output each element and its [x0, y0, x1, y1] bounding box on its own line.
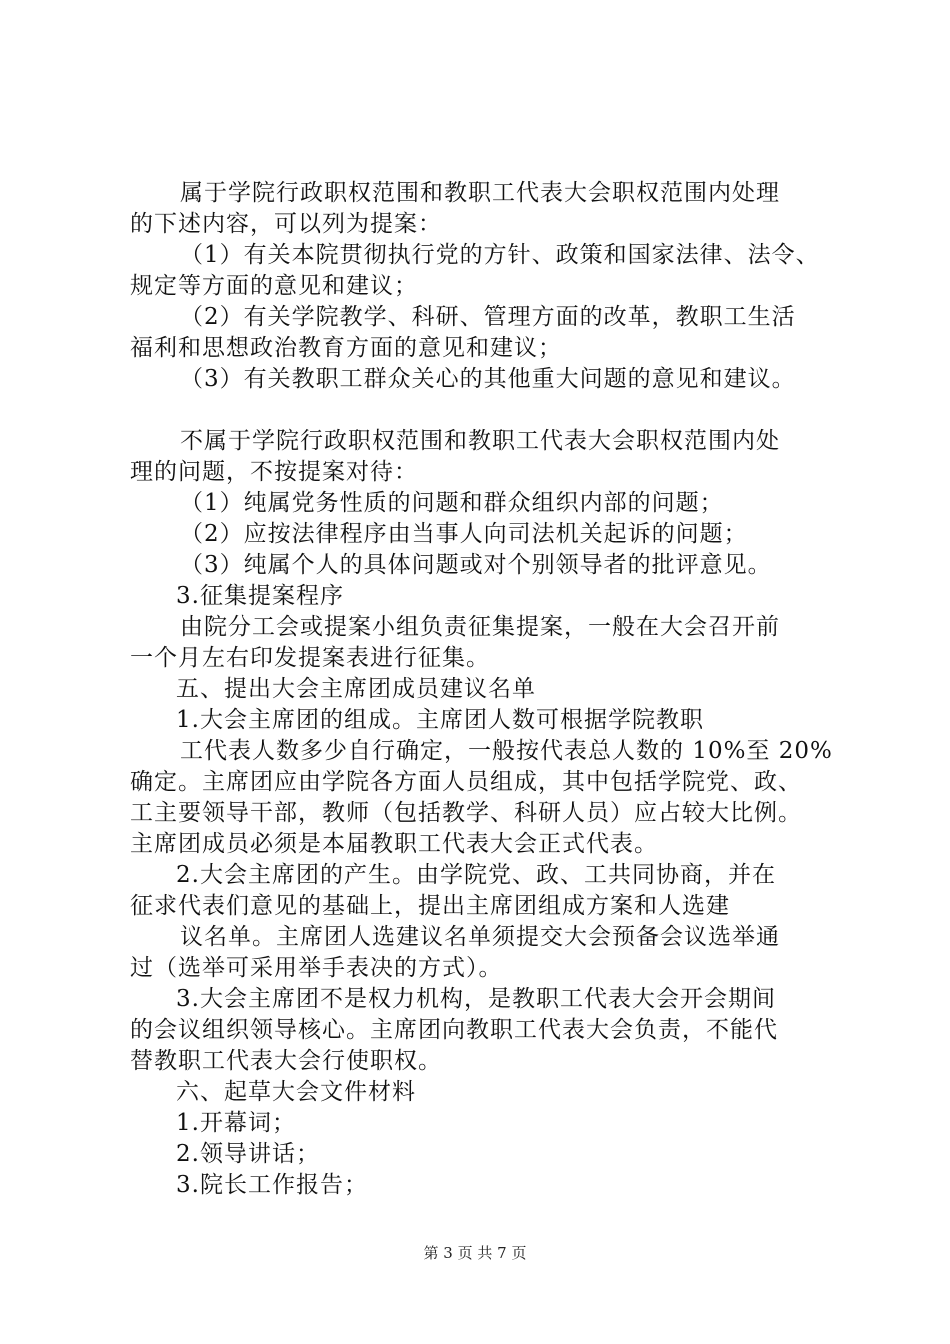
- text-line: 工主要领导干部，教师（包括教学、科研人员）应占较大比例。: [130, 800, 802, 826]
- text-line: （3）有关教职工群众关心的其他重大问题的意见和建议。: [180, 366, 796, 392]
- text-line: 属于学院行政职权范围和教职工代表大会职权范围内处理: [180, 180, 780, 206]
- text-line: （3）纯属个人的具体问题或对个别领导者的批评意见。: [180, 552, 772, 578]
- section-heading: 六、起草大会文件材料: [176, 1079, 416, 1105]
- text-line: 工代表人数多少自行确定，一般按代表总人数的 10%至 20%: [180, 738, 833, 764]
- text-line: 过（选举可采用举手表决的方式）。: [130, 955, 503, 981]
- text-line: 的下述内容，可以列为提案：: [130, 211, 442, 237]
- text-line: 替教职工代表大会行使职权。: [130, 1048, 442, 1074]
- text-line: 一个月左右印发提案表进行征集。: [130, 645, 490, 671]
- text-line: （1）纯属党务性质的问题和群众组织内部的问题；: [180, 490, 724, 516]
- text-line: （2）应按法律程序由当事人向司法机关起诉的问题；: [180, 521, 748, 547]
- text-line: 规定等方面的意见和建议；: [130, 273, 418, 299]
- text-line: 理的问题，不按提案对待：: [130, 459, 418, 485]
- text-line: 由院分工会或提案小组负责征集提案，一般在大会召开前: [180, 614, 780, 640]
- text-line: 福利和思想政治教育方面的意见和建议；: [130, 335, 562, 361]
- section-heading: 3.征集提案程序: [176, 583, 344, 609]
- text-line: 1.大会主席团的组成。主席团人数可根据学院教职: [176, 707, 704, 733]
- text-line: （1）有关本院贯彻执行党的方针、政策和国家法律、法令、: [180, 242, 820, 268]
- text-line: 议名单。主席团人选建议名单须提交大会预备会议选举通: [180, 924, 780, 950]
- text-line: 2.大会主席团的产生。由学院党、政、工共同协商，并在: [176, 862, 776, 888]
- list-item: 1.开幕词；: [176, 1110, 296, 1136]
- text-line: （2）有关学院教学、科研、管理方面的改革，教职工生活: [180, 304, 796, 330]
- list-item: 2.领导讲话；: [176, 1141, 320, 1167]
- section-heading: 五、提出大会主席团成员建议名单: [176, 676, 536, 702]
- text-line: 的会议组织领导核心。主席团向教职工代表大会负责，不能代: [130, 1017, 778, 1043]
- page-footer: 第 3 页 共 7 页: [423, 1244, 527, 1262]
- list-item: 3.院长工作报告；: [176, 1172, 368, 1198]
- text-line: 主席团成员必须是本届教职工代表大会正式代表。: [130, 831, 658, 857]
- text-line: 3.大会主席团不是权力机构，是教职工代表大会开会期间: [176, 986, 776, 1012]
- text-line: 征求代表们意见的基础上，提出主席团组成方案和人选建: [130, 893, 730, 919]
- text-line: 不属于学院行政职权范围和教职工代表大会职权范围内处: [180, 428, 780, 454]
- text-line: 确定。主席团应由学院各方面人员组成，其中包括学院党、政、: [130, 769, 802, 795]
